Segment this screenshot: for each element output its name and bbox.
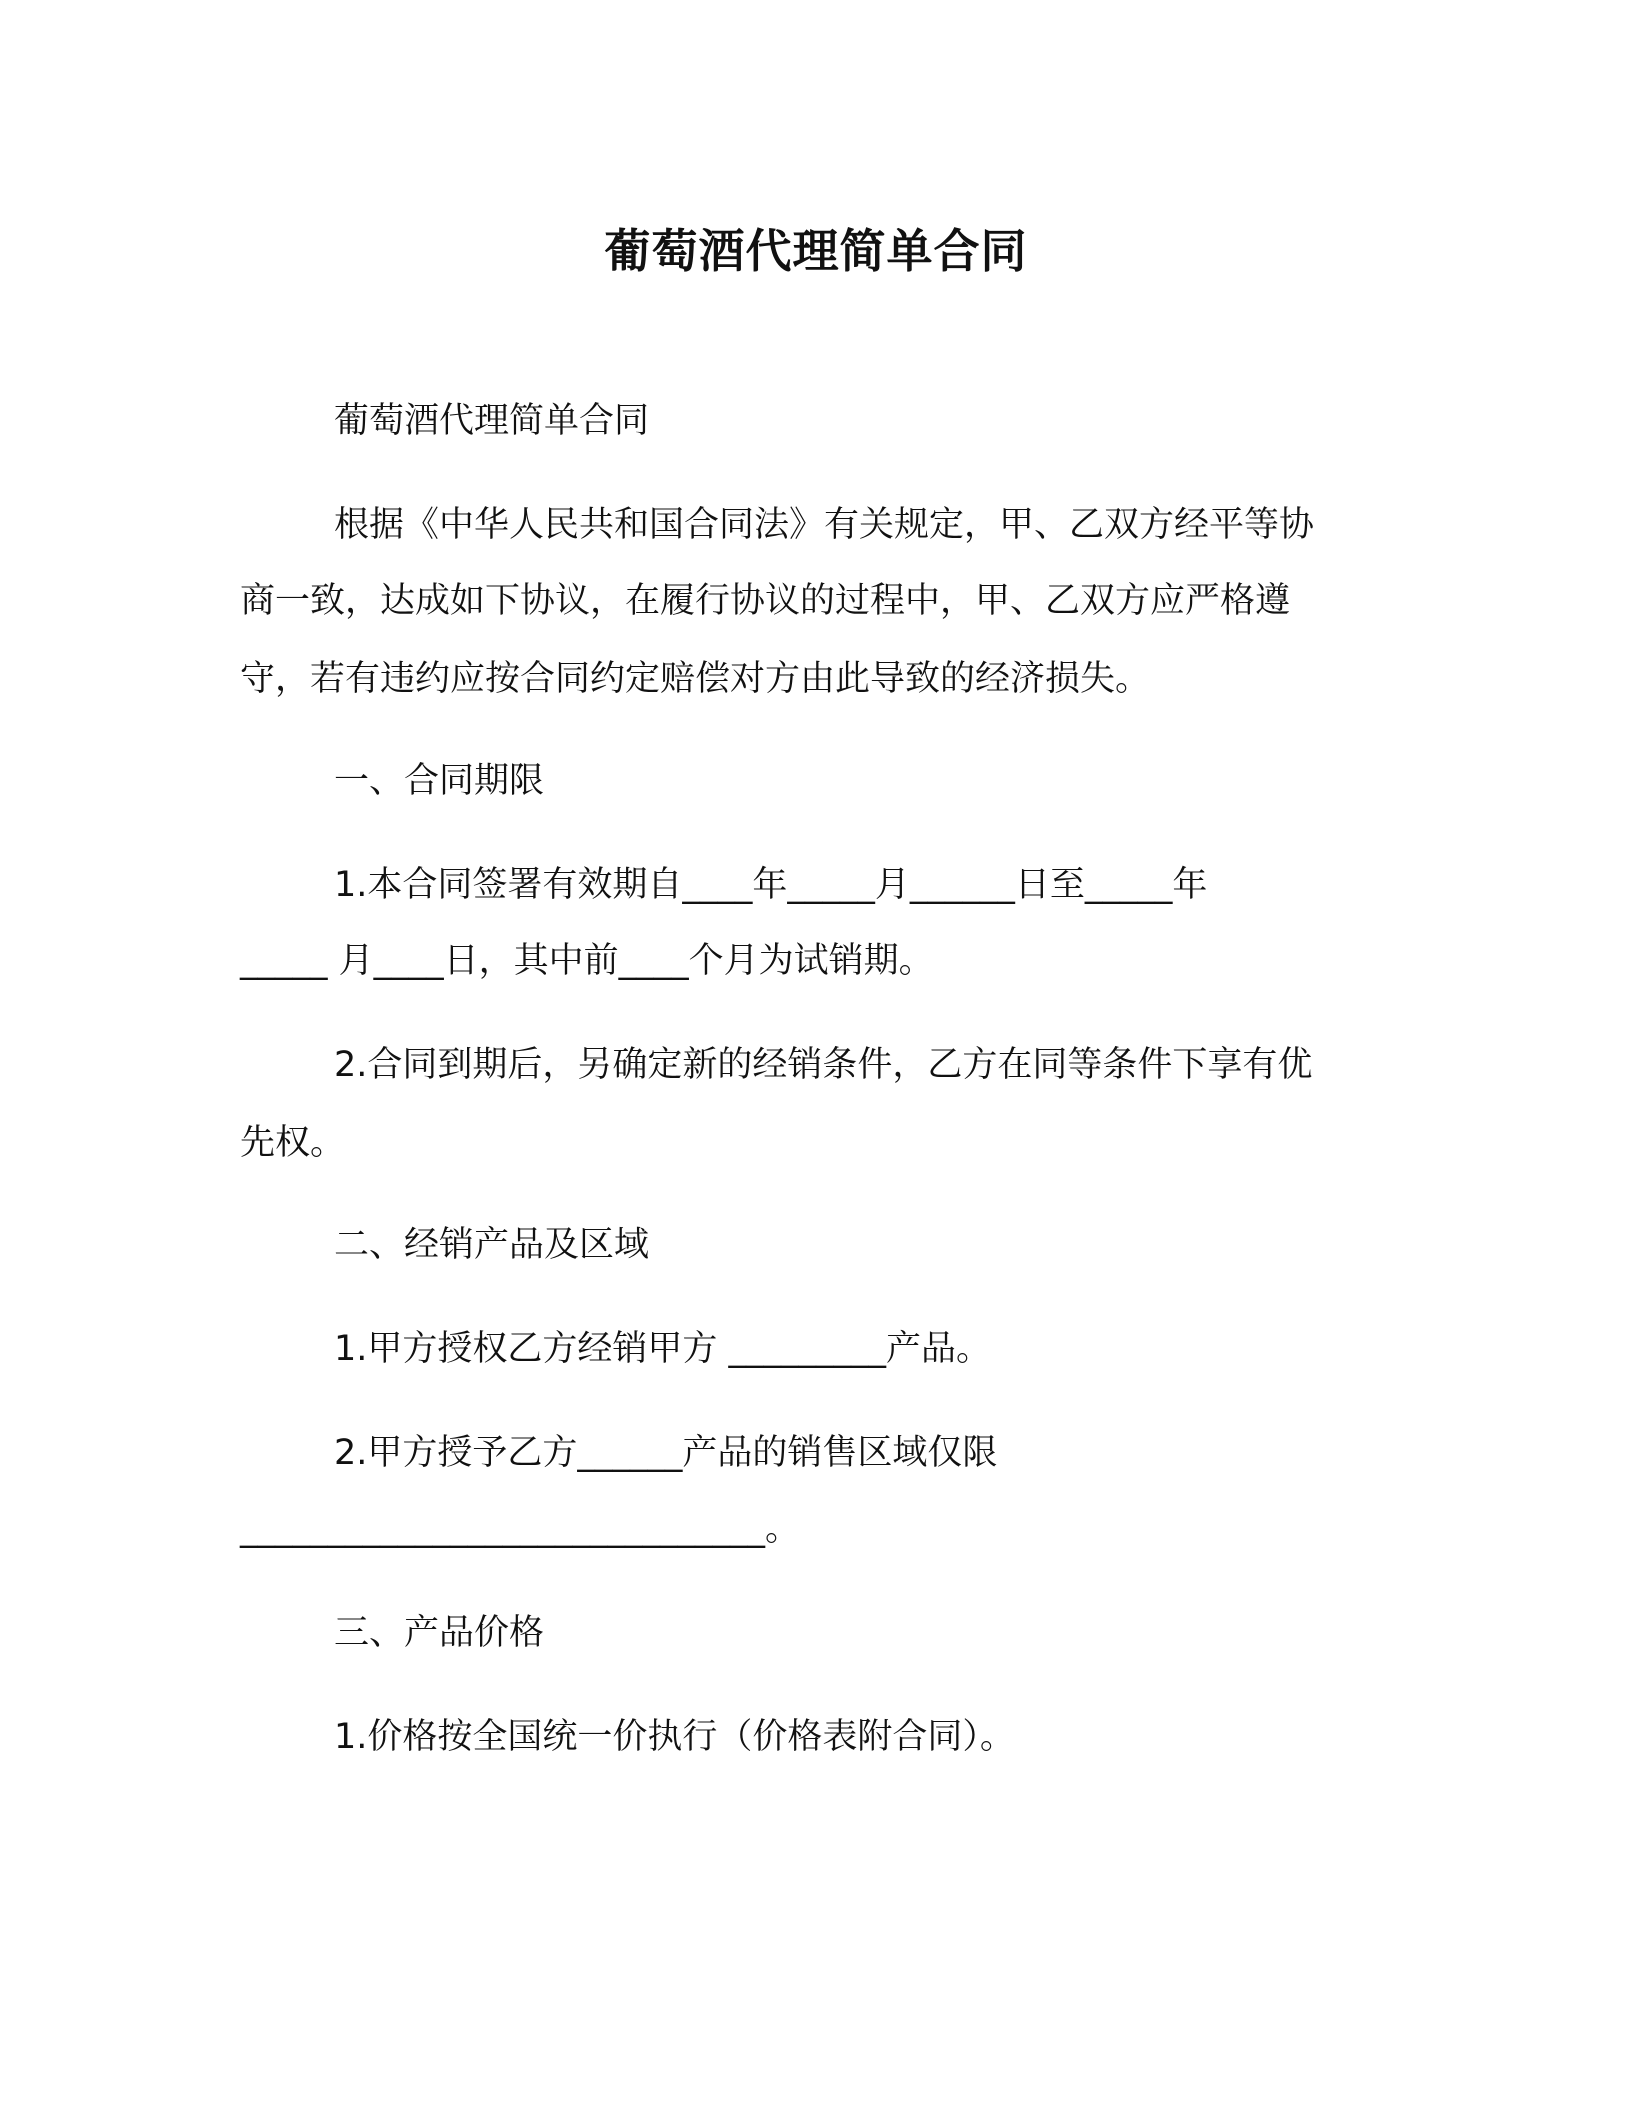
intro-paragraph-line-3: 守，若有违约应按合同约定赔偿对方由此导致的经济损失。 [240,659,1151,699]
clause-1-2-line-2: 先权。 [240,1123,346,1163]
clause-2-2-line-1: 2.甲方授予乙方______产品的销售区域仅限 [334,1433,998,1473]
contract-subtitle: 葡萄酒代理简单合同 [334,401,650,441]
document-title: 葡萄酒代理简单合同 [604,224,1028,278]
clause-1-2-line-1: 2.合同到期后，另确定新的经销条件，乙方在同等条件下享有优 [334,1045,1313,1085]
clause-3-1: 1.价格按全国统一价执行（价格表附合同）。 [334,1717,1015,1757]
clause-1-1-line-1: 1.本合同签署有效期自____年_____月______日至_____年 [334,865,1208,905]
intro-paragraph-line-1: 根据《中华人民共和国合同法》有关规定，甲、乙双方经平等协 [334,505,1315,545]
clause-2-1: 1.甲方授权乙方经销甲方 _________产品。 [334,1329,992,1369]
section-heading-product-price: 三、产品价格 [334,1613,545,1653]
clause-1-1-line-2: _____ 月____日，其中前____个月为试销期。 [240,941,934,981]
intro-paragraph-line-2: 商一致，达成如下协议，在履行协议的过程中，甲、乙双方应严格遵 [240,581,1291,621]
section-heading-contract-term: 一、合同期限 [334,761,545,801]
clause-2-2-line-2: ______________________________。 [240,1509,801,1549]
section-heading-products-region: 二、经销产品及区域 [334,1225,650,1265]
